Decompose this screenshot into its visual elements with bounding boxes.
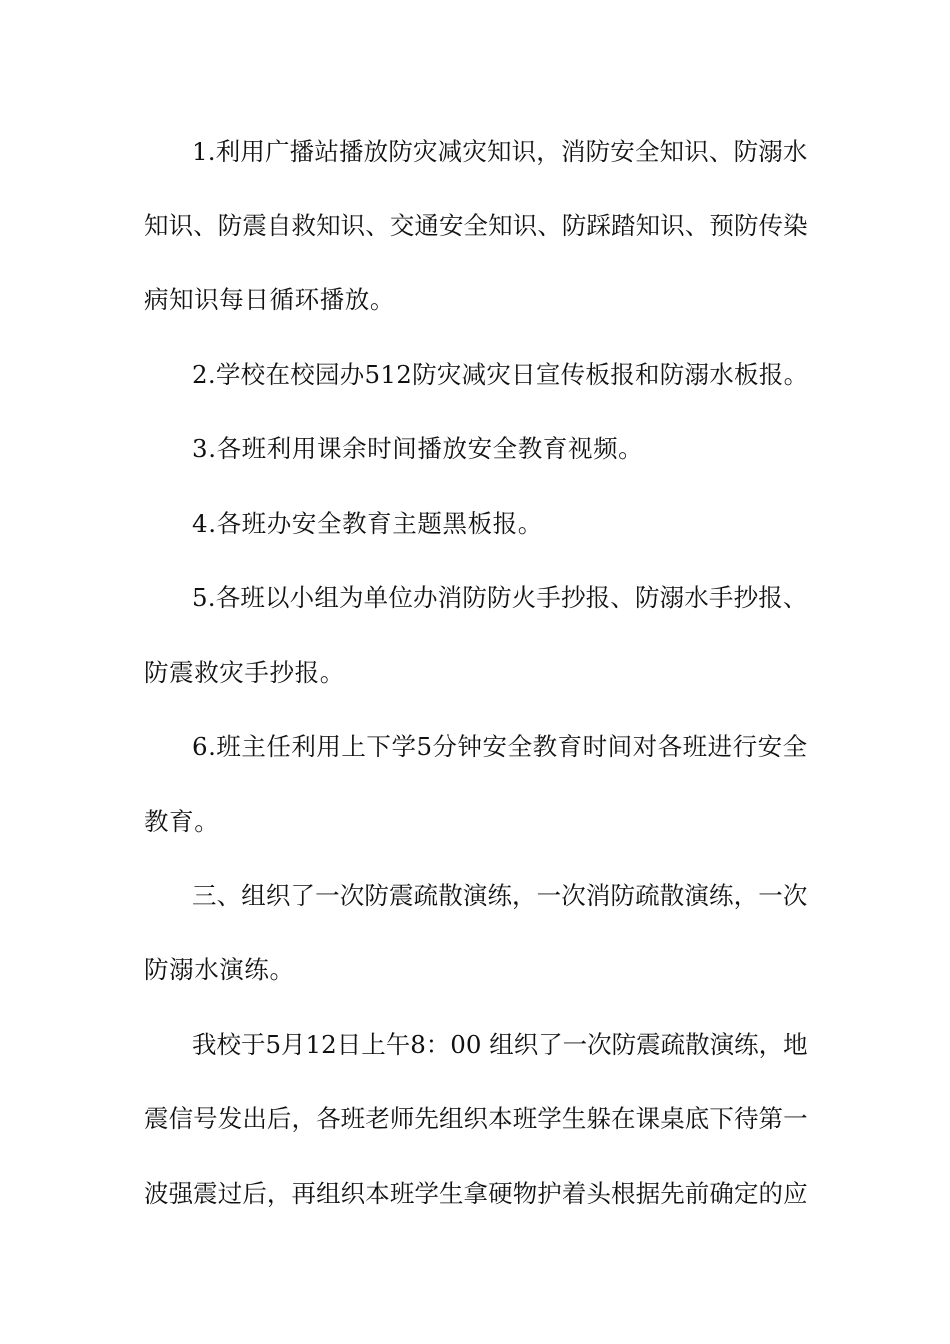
text-line: 我校于5月12日上午8：00 组织了一次防震疏散演练，地 bbox=[192, 1030, 808, 1059]
text-line: 震信号发出后，各班老师先组织本班学生躲在课桌底下待第一 bbox=[144, 1104, 808, 1133]
text-line: 3.各班利用课余时间播放安全教育视频。 bbox=[192, 434, 644, 463]
text-line: 6.班主任利用上下学5分钟安全教育时间对各班进行安全 bbox=[192, 732, 808, 761]
text-line: 防溺水演练。 bbox=[144, 955, 295, 984]
text-line: 三、组织了一次防震疏散演练，一次消防疏散演练，一次 bbox=[192, 881, 808, 910]
text-line: 5.各班以小组为单位办消防防火手抄报、防溺水手抄报、 bbox=[192, 583, 808, 612]
text-line: 知识、防震自救知识、交通安全知识、防踩踏知识、预防传染 bbox=[144, 211, 808, 240]
text-line: 病知识每日循环播放。 bbox=[144, 285, 395, 314]
text-line: 2.学校在校园办512防灾减灾日宣传板报和防溺水板报。 bbox=[192, 360, 809, 389]
text-line: 教育。 bbox=[144, 807, 220, 836]
text-line: 防震救灾手抄报。 bbox=[144, 658, 345, 687]
text-line: 波强震过后，再组织本班学生拿硬物护着头根据先前确定的应 bbox=[144, 1179, 808, 1208]
text-line: 1.利用广播站播放防灾减灾知识，消防安全知识、防溺水 bbox=[192, 137, 808, 166]
text-line: 4.各班办安全教育主题黑板报。 bbox=[192, 509, 543, 538]
